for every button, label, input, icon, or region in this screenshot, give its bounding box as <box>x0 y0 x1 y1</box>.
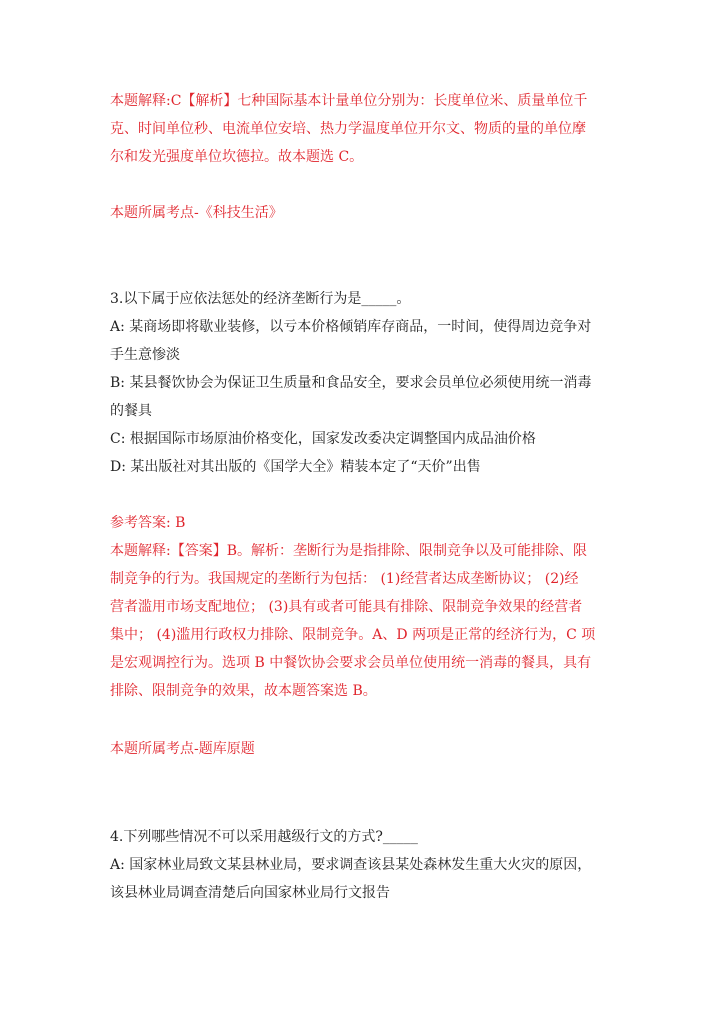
option-line: A: 国家林业局致文某县林业局，要求调查该县某处森林发生重大火灾的原因， <box>110 857 592 873</box>
option-line: 手生意惨淡 <box>110 347 180 363</box>
answer-label: 参考答案: B <box>110 515 186 531</box>
explanation-line: 克、时间单位秒、电流单位安培、热力学温度单位开尔文、物质的量的单位摩 <box>110 121 586 137</box>
topic-label: 本题所属考点-题库原题 <box>110 741 255 757</box>
option-line: D: 某出版社对其出版的《国学大全》精装本定了“天价”出售 <box>110 459 481 475</box>
topic-label: 本题所属考点-《科技生活》 <box>110 205 283 221</box>
question-stem: 3.以下属于应依法惩处的经济垄断行为是_____。 <box>110 291 411 307</box>
option-line: C: 根据国际市场原油价格变化，国家发改委决定调整国内成品油价格 <box>110 431 536 447</box>
explanation-line: 制竞争的行为。我国规定的垄断行为包括： (1)经营者达成垄断协议； (2)经 <box>110 571 579 587</box>
option-line: B: 某县餐饮协会为保证卫生质量和食品安全，要求会员单位必须使用统一消毒 <box>110 375 592 391</box>
explanation-line: 是宏观调控行为。选项 B 中餐饮协会要求会员单位使用统一消毒的餐具，具有 <box>110 655 592 671</box>
explanation-line: 本题解释:C【解析】七种国际基本计量单位分别为：长度单位米、质量单位千 <box>110 93 588 109</box>
option-line: 该县林业局调查清楚后向国家林业局行文报告 <box>110 885 390 901</box>
option-line: A: 某商场即将歇业装修，以亏本价格倾销库存商品，一时间，使得周边竞争对 <box>110 319 592 335</box>
explanation-line: 集中； (4)滥用行政权力排除、限制竞争。A、D 两项是正常的经济行为，C 项 <box>110 627 596 643</box>
question-stem: 4.下列哪些情况不可以采用越级行文的方式?_____ <box>110 829 418 845</box>
explanation-line: 排除、限制竞争的效果，故本题答案选 B。 <box>110 683 377 699</box>
explanation-line: 本题解释:【答案】B。解析：垄断行为是指排除、限制竞争以及可能排除、限 <box>110 543 588 559</box>
option-line: 的餐具 <box>110 403 152 419</box>
explanation-line: 营者滥用市场支配地位； (3)具有或者可能具有排除、限制竞争效果的经营者 <box>110 599 583 615</box>
explanation-line: 尔和发光强度单位坎德拉。故本题选 C。 <box>110 149 364 165</box>
